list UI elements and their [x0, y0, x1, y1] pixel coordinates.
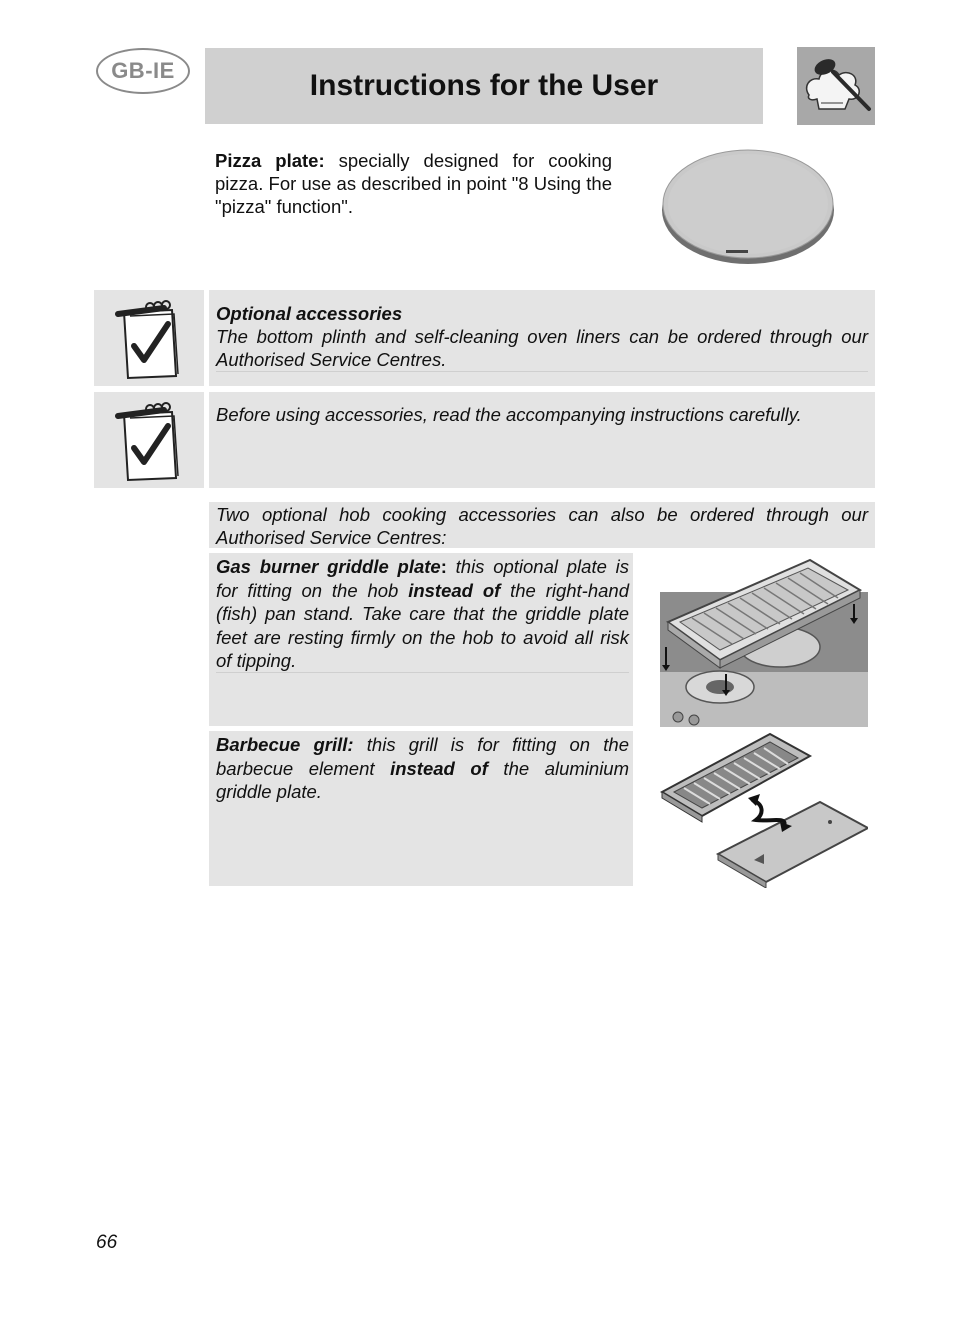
barbecue-grill-image: [660, 730, 868, 888]
griddle-colon: :: [440, 556, 447, 577]
note-icon-box: [94, 290, 204, 386]
divider: [216, 672, 629, 673]
note-icon-box: [94, 392, 204, 488]
griddle-text-2: the right-hand (fish) pan stand. Take care that the griddle plate feet are resting firmly on the hob to avoid all risk of tipping.: [216, 579, 629, 672]
chef-spoon-icon: [797, 47, 875, 125]
barbecue-text-2: the aluminium griddle plate.: [216, 757, 630, 803]
page-title: Instructions for the User: [309, 69, 659, 102]
griddle-label: Gas burner griddle plate: [216, 556, 441, 577]
griddle-plate-image: [660, 552, 868, 727]
griddle-description: [216, 555, 629, 673]
griddle-emphasis: instead of: [408, 579, 501, 601]
hob-intro-text: Two optional hob cooking accessories can also be ordered through our Authorised Service Centres:: [216, 504, 868, 548]
page-number: 66: [96, 1232, 118, 1253]
notepad-check-icon: [94, 290, 204, 386]
optional-accessories-heading: Optional accessories: [216, 303, 403, 324]
pizza-plate-label: Pizza plate:: [215, 150, 325, 171]
barbecue-label: Barbecue grill:: [216, 734, 354, 755]
griddle-text-1: this optional plate is for fitting on the hob: [216, 556, 629, 601]
divider: [216, 371, 868, 372]
barbecue-emphasis: instead of: [390, 757, 488, 779]
notepad-check-icon: [94, 392, 204, 488]
optional-accessories-body: The bottom plinth and self-cleaning oven liners can be ordered through our Authorised Service Centres.: [216, 326, 868, 370]
barbecue-description: [216, 733, 629, 804]
note-read-instructions-text: Before using accessories, read the accompanying instructions carefully.: [216, 404, 802, 425]
pizza-plate-image: [660, 146, 836, 266]
note-optional-accessories-text: [216, 302, 868, 371]
pizza-plate-description: [215, 149, 612, 218]
barbecue-text-1: this grill is for fitting on the barbecue element: [216, 734, 629, 779]
language-badge: GB-IE: [96, 48, 190, 94]
pizza-plate-text: specially designed for cooking pizza. For use as described in point "8 Using the "pizza" function".: [215, 150, 612, 217]
